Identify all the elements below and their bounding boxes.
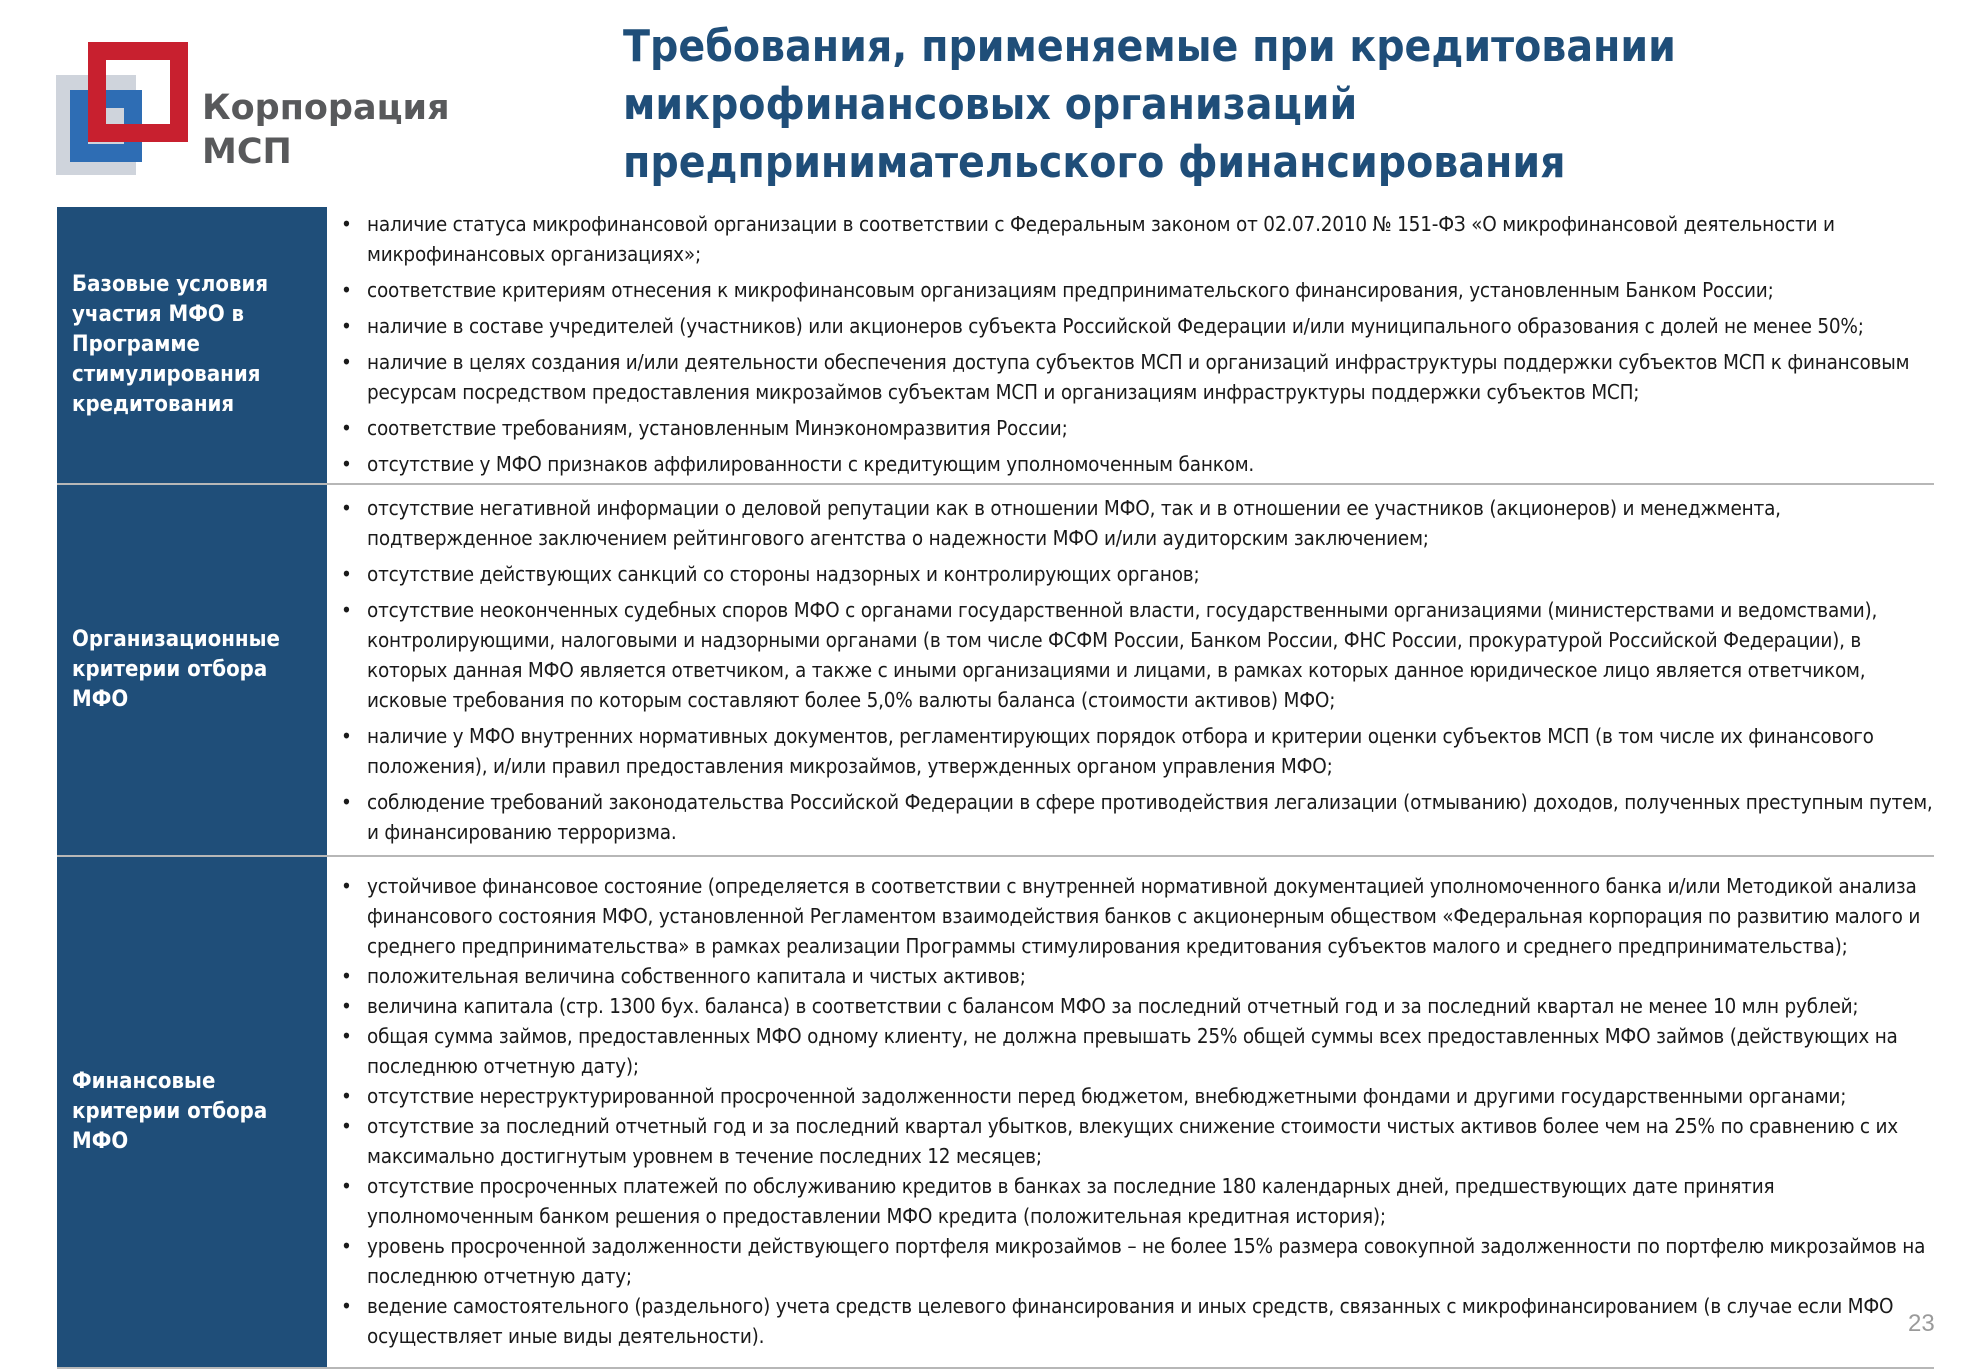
criteria-list — [329, 207, 1934, 483]
logo-text-line1: Корпорация — [202, 88, 450, 128]
list-item: • отсутствие просроченных платежей по обслуживанию кредитов в банках за последние 180 календарных дней, предшествующих дате принятия уполномоченным банком решения о предоставлении МФО кредита (положительная кредитная история); — [339, 1171, 1934, 1231]
title-line-1: Требования, применяемые при кредитовании — [623, 21, 1676, 72]
row-basic-conditions — [57, 207, 1934, 485]
logo — [56, 40, 450, 180]
list-item: • величина капитала (стр. 1300 бух. баланса) в соответствии с балансом МФО за последний отчетный год и за последний квартал не менее 10 млн рублей; — [339, 991, 1934, 1021]
logo-text-line2: МСП — [202, 132, 292, 172]
category-label: Базовые условия участия МФО в Программе стимулирования кредитования — [72, 272, 269, 417]
list-item: • отсутствие неоконченных судебных споров МФО с органами государственной власти, государственными организациями (министерствами и ведомствами), контролирующими, налоговыми и надзорными органами (в том числе ФСФМ России, Банком России, ФНС России, прокуратурой Российской Федерации), в которых данная МФО является ответчиком, а также с иными организациями и лицами, в рамках которых данное юридическое лицо является ответчиком, исковые требования по которым составляют более 5,0% валюты баланса (стоимости активов) МФО; — [339, 595, 1934, 715]
title-line-2: микрофинансовых организаций — [623, 79, 1358, 130]
list-item: • соответствие требованиям, установленным Минэкономразвития России; — [339, 413, 1934, 443]
list-item: • устойчивое финансовое состояние (определяется в соответствии с внутренней нормативной документацией уполномоченного банка и/или Методикой анализа финансового состояния МФО, установленной Регламентом взаимодействия банков с акционерным обществом «Федеральная корпорация по развитию малого и среднего предпринимательства» в рамках реализации Программы стимулирования кредитования субъектов малого и среднего предпринимательства); — [339, 871, 1934, 961]
list-item: • ведение самостоятельного (раздельного) учета средств целевого финансирования и иных средств, связанных с микрофинансированием (в случае если МФО осуществляет иные виды деятельности). — [339, 1291, 1934, 1351]
list-item: • соблюдение требований законодательства Российской Федерации в сфере противодействия легализации (отмыванию) доходов, полученных преступным путем, и финансированию терроризма. — [339, 787, 1934, 847]
row-financial-criteria — [57, 857, 1934, 1369]
list-item: • наличие у МФО внутренних нормативных документов, регламентирующих порядок отбора и критерии оценки субъектов МСП (в том числе их финансового положения), и/или правил предоставления микрозаймов, утвержденных органом управления МФО; — [339, 721, 1934, 781]
list-item: • наличие в целях создания и/или деятельности обеспечения доступа субъектов МСП и организаций инфраструктуры поддержки субъектов МСП к финансовым ресурсам посредством предоставления микрозаймов субъектам МСП и организациям инфраструктуры поддержки субъектов МСП; — [339, 347, 1934, 407]
category-cell — [57, 857, 329, 1367]
requirements-table — [57, 207, 1934, 1369]
list-item: • соответствие критериям отнесения к микрофинансовым организациям предпринимательского финансирования, установленным Банком России; — [339, 275, 1934, 305]
list-item: • положительная величина собственного капитала и чистых активов; — [339, 961, 1934, 991]
list-item: • уровень просроченной задолженности действующего портфеля микрозаймов – не более 15% размера совокупной задолженности по портфелю микрозаймов на последнюю отчетную дату; — [339, 1231, 1934, 1291]
list-item: • общая сумма займов, предоставленных МФО одному клиенту, не должна превышать 25% общей суммы всех предоставленных МФО займов (действующих на последнюю отчетную дату); — [339, 1021, 1934, 1081]
list-item: • наличие статуса микрофинансовой организации в соответствии с Федеральным законом от 02.07.2010 № 151-ФЗ «О микрофинансовой деятельности и микрофинансовых организациях»; — [339, 209, 1934, 269]
page-number: 23 — [1908, 1310, 1935, 1337]
category-label: Организационные критерии отбора МФО — [72, 627, 280, 712]
page-title — [623, 18, 1923, 192]
category-cell — [57, 207, 329, 483]
criteria-list — [329, 857, 1934, 1367]
criteria-list — [329, 485, 1934, 855]
list-item: • наличие в составе учредителей (участников) или акционеров субъекта Российской Федерации и/или муниципального образования с долей не менее 50%; — [339, 311, 1934, 341]
list-item: • отсутствие негативной информации о деловой репутации как в отношении МФО, так и в отношении ее участников (акционеров) и менеджмента, подтвержденное заключением рейтингового агентства о надежности МФО и/или аудиторским заключением; — [339, 493, 1934, 553]
row-organizational-criteria — [57, 485, 1934, 857]
title-line-3: предпринимательского финансирования — [623, 137, 1566, 188]
logo-mark-icon — [56, 40, 196, 180]
category-cell — [57, 485, 329, 855]
list-item: • отсутствие нереструктурированной просроченной задолженности перед бюджетом, внебюджетными фондами и другими государственными органами; — [339, 1081, 1934, 1111]
list-item: • отсутствие за последний отчетный год и за последний квартал убытков, влекущих снижение стоимости чистых активов более чем на 25% по сравнению с их максимально достигнутым уровнем в течение последних 12 месяцев; — [339, 1111, 1934, 1171]
list-item: • отсутствие действующих санкций со стороны надзорных и контролирующих органов; — [339, 559, 1934, 589]
category-label: Финансовые критерии отбора МФО — [72, 1069, 268, 1154]
list-item: • отсутствие у МФО признаков аффилированности с кредитующим уполномоченным банком. — [339, 449, 1934, 479]
